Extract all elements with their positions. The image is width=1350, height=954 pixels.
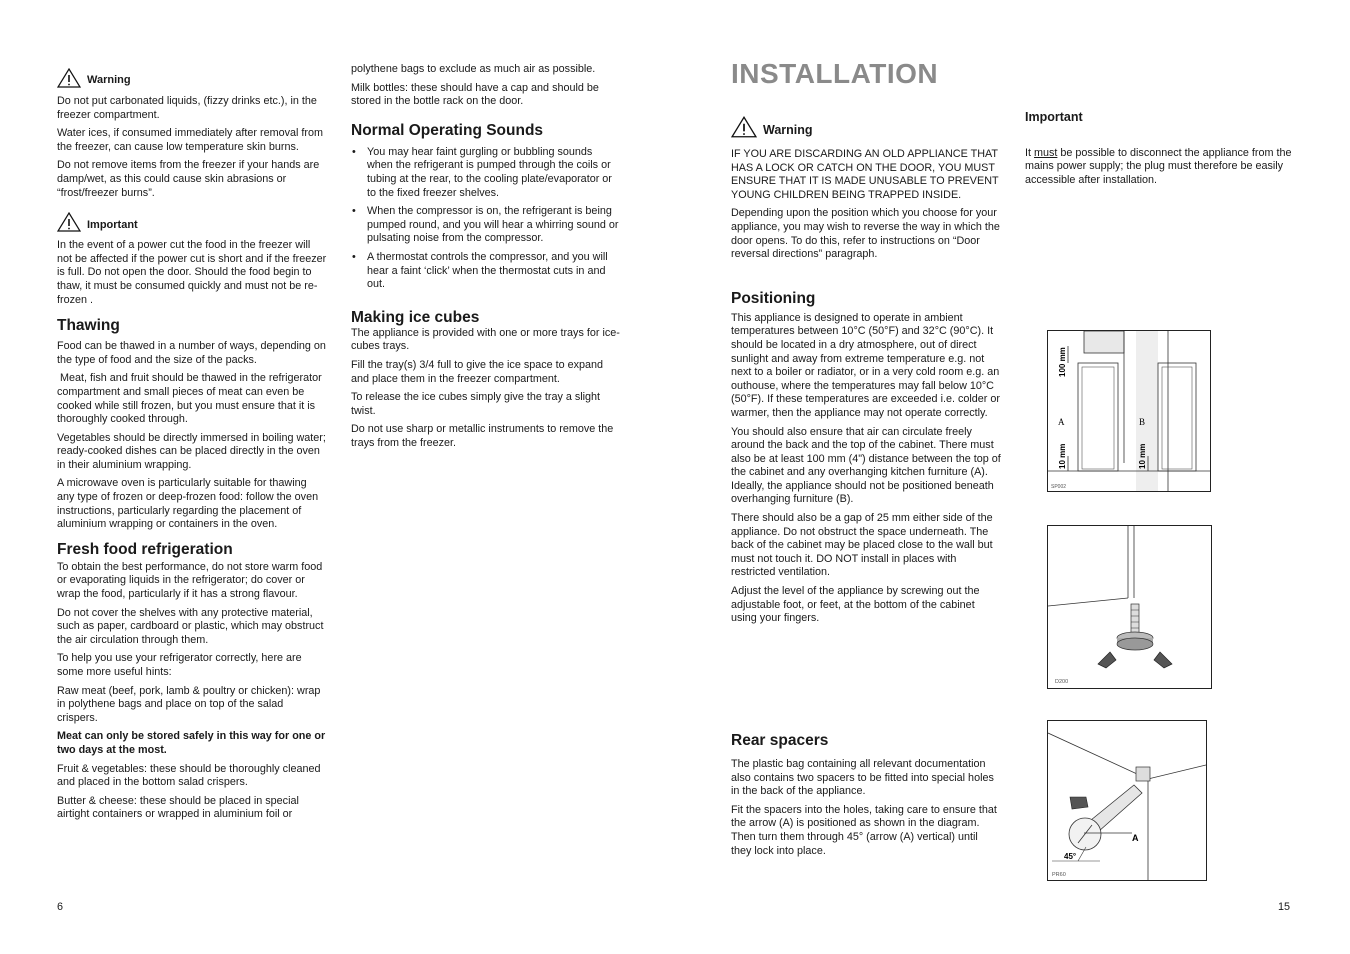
paragraph: This appliance is designed to operate in ambient temperatures between 10°C (50°F) and 32°C (90°C). It should be located in a dry atmosphere, out of direct sunlight and away from extreme temperature e.g. not next to a boiler or radiator, or in a very cold room e.g. an outhouse, where the temperatures may fall below 10°C (50°F). If these temperatures are exceeded i.e. colder or warmer, then the appliance may not operate correctly. (731, 311, 1000, 419)
adjustable-foot-diagram-svg (1048, 526, 1211, 688)
dimension-label: 10 mm (1138, 443, 1147, 469)
right-column-1 (731, 116, 1001, 631)
paragraph: Fill the tray(s) 3/4 full to give the ice space to expand and place them in the freezer compartment. (351, 358, 604, 385)
paragraph: Butter & cheese: these should be placed in special airtight containers or wrapped in aluminium foil or (57, 794, 299, 821)
page-title: INSTALLATION (731, 58, 939, 89)
diagram-label-b: B (1139, 417, 1146, 427)
paragraph: IF YOU ARE DISCARDING AN OLD APPLIANCE THAT HAS A LOCK OR CATCH ON THE DOOR, YOU MUST ENSURE THAT IT IS MADE UNUSABLE TO PREVENT YOUNG CHILDREN BEING TRAPPED INSIDE. (731, 148, 999, 201)
warning-label: Warning (87, 74, 131, 87)
diagram-code: SP002 (1051, 484, 1067, 490)
paragraph: Fruit & vegetables: these should be thoroughly cleaned and placed in the bottom salad crispers. (57, 762, 321, 789)
rear-spacer-diagram-svg (1048, 721, 1206, 880)
list-item: • When the compressor is on, the refrigerant is being pumped round, and you will hear a whirring sound or pulsating noise from the compressor. (351, 205, 621, 246)
paragraph: To obtain the best performance, do not store warm food or evaporating liquids in the refrigerator; do cover or wrap the food, particularly if it has a strong flavour. (57, 560, 323, 601)
adjustable-foot-diagram (1047, 525, 1212, 689)
paragraph: Depending upon the position which you choose for your appliance, you may wish to reverse the way in which the door opens. To do this, refer to instructions on “Door reversal directions” paragraph. (731, 207, 1000, 261)
paragraph: Milk bottles: these should have a cap and should be stored in the bottle rack on the door. (351, 81, 599, 108)
list-item: • You may hear faint gurgling or bubbling sounds when the refrigerant is pumped through the coils or tubing at the rear, to the cooling plate/evaporator or to the fixed freezer shelves. (351, 146, 621, 200)
ice-cubes-heading: Making ice cubes (351, 308, 480, 326)
left-column-1 (57, 68, 327, 827)
paragraph: Do not remove items from the freezer if your hands are damp/wet, as this could cause skin abrasions or “frost/freezer burns”. (57, 159, 320, 199)
clearance-diagram (1047, 330, 1211, 492)
rear-spacers-heading: Rear spacers (731, 732, 829, 749)
paragraph: To release the ice cubes simply give the tray a slight twist. (351, 391, 601, 417)
paragraph: polythene bags to exclude as much air as possible. (351, 63, 596, 75)
diagram-label-a: A (1132, 833, 1139, 843)
angle-label: 45° (1064, 852, 1077, 861)
dimension-label: 100 mm (1058, 347, 1067, 377)
diagram-code: D200 (1055, 679, 1069, 685)
warning-triangle-icon (57, 68, 81, 88)
important-header (57, 212, 327, 232)
page-number: 6 (57, 901, 64, 913)
paragraph: Adjust the level of the appliance by screwing out the adjustable foot, or feet, at the bottom of the cabinet using your fingers. (731, 585, 980, 625)
dimension-label: 10 mm (1058, 443, 1067, 469)
paragraph: Do not cover the shelves with any protective material, such as paper, cardboard or plastic, which may obstruct the air circulation through them. (57, 606, 324, 646)
right-column-2 (1025, 111, 1295, 192)
paragraph: To help you use your refrigerator correctly, here are some more useful hints: (57, 652, 302, 678)
sounds-list (351, 146, 621, 292)
paragraph: Food can be thawed in a number of ways, depending on the type of food and the size of the packs. (57, 340, 326, 366)
paragraph: The plastic bag containing all relevant documentation also contains two spacers to be fitted into special holes in the back of the appliance. (731, 758, 994, 798)
list-item: • A thermostat controls the compressor, and you will hear a faint ‘click’ when the thermostat cuts in and out. (351, 251, 621, 292)
diagram-label-a: A (1058, 417, 1065, 427)
paragraph: Do not use sharp or metallic instruments to remove the trays from the freezer. (351, 423, 614, 449)
important-paragraph: It must be possible to disconnect the appliance from the mains power supply; the plug must therefore be easily accessible after installation. (1025, 146, 1292, 186)
warning-label: Warning (763, 123, 813, 138)
important-label: Important (87, 218, 138, 231)
paragraph: The appliance is provided with one or more trays for ice-cubes trays. (351, 326, 620, 353)
paragraph: You should also ensure that air can circulate freely around the back and the top of the cabinet. There must also be at least 100 mm (4") distance between the top of the cabinet and any overhanging kitchen furniture (A). Ideally, the appliance should not be positioned beneath overhanging furniture (B). (731, 425, 1001, 506)
diagram-code: PR60 (1052, 872, 1066, 878)
left-column-2 (351, 63, 621, 455)
sounds-heading: Normal Operating Sounds (351, 121, 544, 139)
thawing-heading: Thawing (57, 317, 120, 335)
warning-header (731, 116, 1001, 138)
paragraph: Water ices, if consumed immediately after removal from the freezer, can cause low temperature skin burns. (57, 127, 324, 153)
paragraph: There should also be a gap of 25 mm either side of the appliance. Do not obstruct the space underneath. The back of the cabinet may be placed close to the wall but must not touch it. DO NOT install in places with restricted ventilation. (731, 512, 993, 579)
bold-paragraph: Meat can only be stored safely in this way for one or two days at the most. (57, 730, 326, 756)
clearance-diagram-svg (1048, 331, 1210, 491)
warning-header (57, 68, 327, 88)
paragraph: Vegetables should be directly immersed in boiling water; ready-cooked dishes can be placed directly in the oven in their aluminium wrapping. (57, 431, 326, 471)
paragraph: In the event of a power cut the food in the freezer will not be affected if the power cut is short and if the freezer is full. Do not open the door. Should the food begin to thaw, it must be consumed quickly and must not be re-frozen . (57, 239, 327, 306)
warning-triangle-icon (57, 212, 81, 232)
positioning-heading: Positioning (731, 289, 816, 307)
paragraph: A microwave oven is particularly suitable for thawing any type of frozen or deep-frozen food: follow the oven instructions, particularly regarding the placement of aluminium wrapping or containers in the oven. (57, 477, 319, 531)
paragraph: Meat, fish and fruit should be thawed in the refrigerator compartment and small pieces of meat can even be cooked while still frozen, but you must ensure that it is thoroughly cooked through. (57, 372, 325, 426)
paragraph: Do not put carbonated liquids, (fizzy drinks etc.), in the freezer compartment. (57, 95, 317, 121)
warning-triangle-icon (731, 116, 757, 138)
paragraph: Raw meat (beef, pork, lamb & poultry or chicken): wrap in polythene bags and place on top of the salad crispers. (57, 684, 321, 724)
paragraph: Fit the spacers into the holes, taking care to ensure that the arrow (A) is positioned as shown in the diagram. Then turn them through 45° (arrow (A) vertical) until they lock into place. (731, 803, 997, 857)
rear-spacer-diagram (1047, 720, 1207, 881)
important-label: Important (1025, 110, 1083, 124)
page-number: 15 (1278, 901, 1291, 913)
fresh-food-heading: Fresh food refrigeration (57, 540, 233, 558)
right-column-1-rear (731, 731, 1001, 863)
